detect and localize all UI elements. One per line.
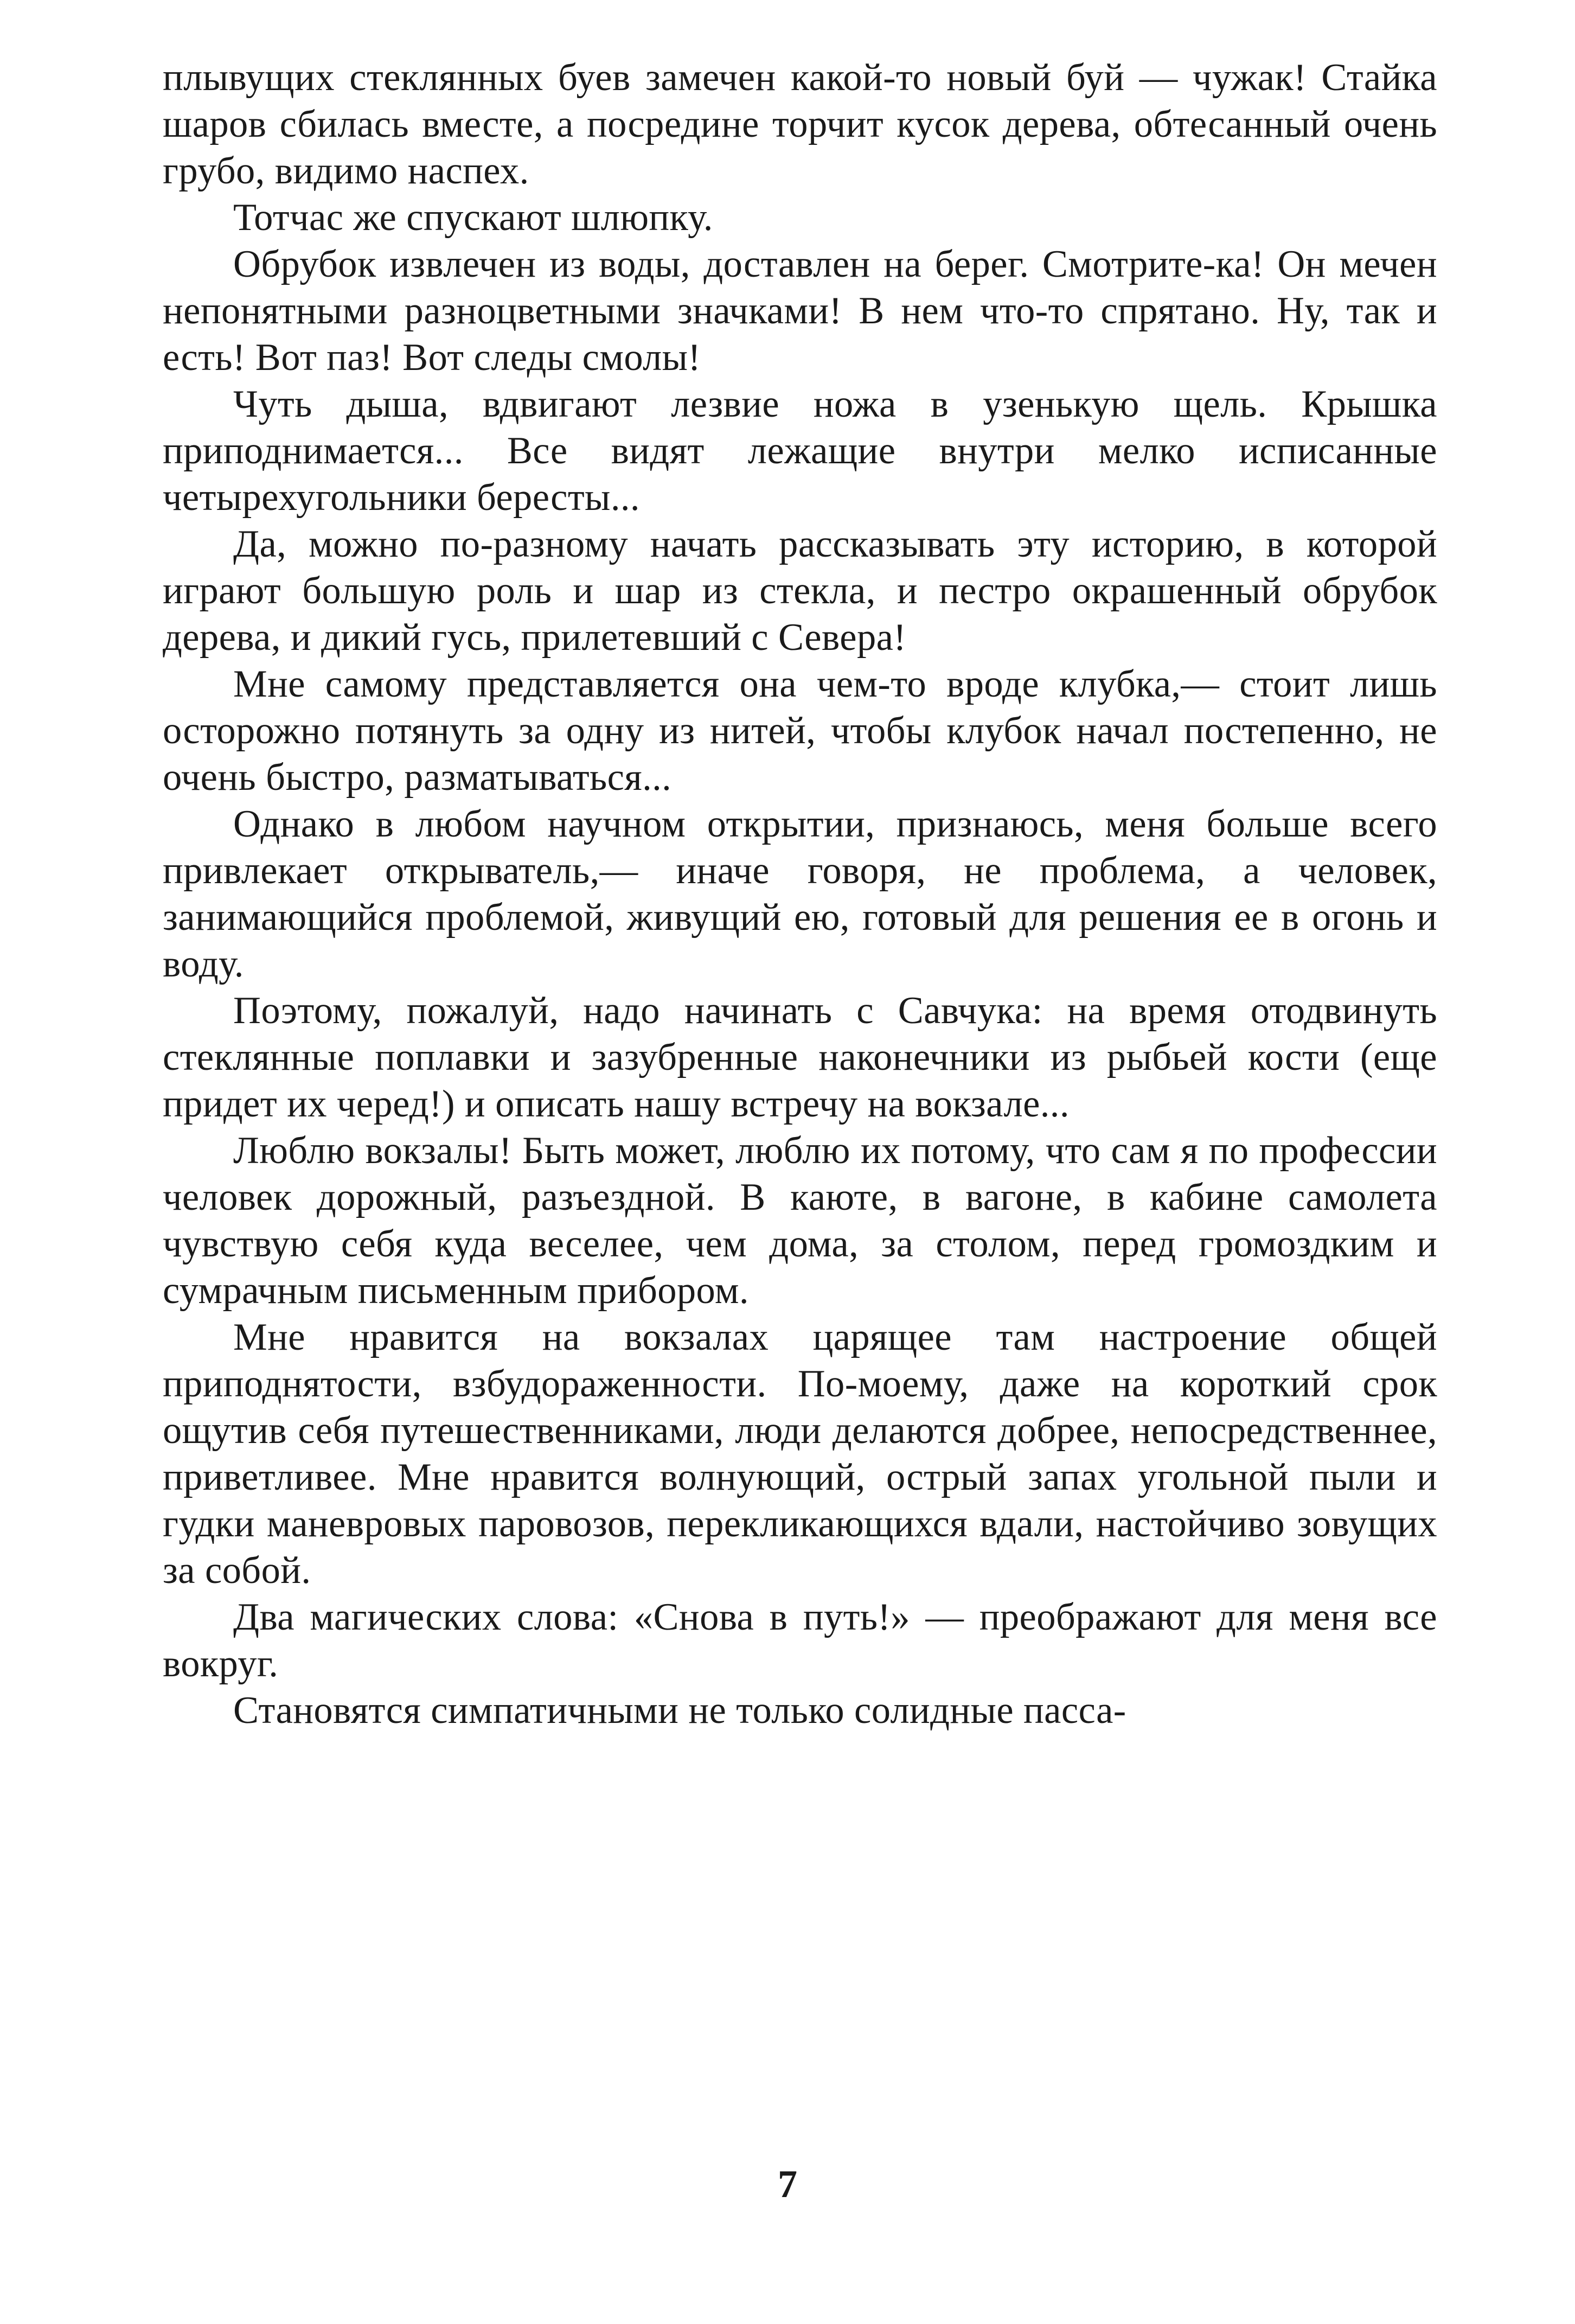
paragraph-3: Обрубок извлечен из воды, доставлен на берег. Смотрите-ка! Он мечен непонятными разноцветными значками! В нем что-то спрятано. Ну, так и есть! Вот паз! Вот следы смолы!: [163, 243, 1437, 379]
paragraph-2: Тотчас же спускают шлюпку.: [233, 196, 713, 239]
page-number: 7: [778, 2162, 797, 2206]
paragraph-8: Поэтому, пожалуй, надо начинать с Савчука: на время отодвинуть стеклянные поплавки и зазубренные наконечники из рыбьей кости (еще придет их черед!) и описать нашу встречу на вокзале...: [163, 989, 1437, 1125]
paragraph-1: плывущих стеклянных буев замечен какой-то новый буй — чужак! Стайка шаров сбилась вместе, а посредине торчит кусок дерева, обтесанный очень грубо, видимо наспех.: [163, 56, 1437, 192]
paragraph-12: Становятся симпатичными не только солидные пасса-: [233, 1689, 1126, 1732]
paragraph-6: Мне самому представляется она чем-то вроде клубка,— стоит лишь осторожно потянуть за одну из нитей, чтобы клубок начал постепенно, не очень быстро, разматываться...: [163, 663, 1437, 799]
paragraph-4: Чуть дыша, вдвигают лезвие ножа в узенькую щель. Крышка приподнимается... Все видят лежащие внутри мелко исписанные четырехугольники бересты...: [163, 383, 1437, 519]
body-text: [163, 54, 1437, 1734]
paragraph-9: Люблю вокзалы! Быть может, люблю их потому, что сам я по профессии человек дорожный, разъездной. В каюте, в вагоне, в кабине самолета чувствую себя куда веселее, чем дома, за столом, перед громоздким и сумрачным письменным прибором.: [163, 1129, 1437, 1312]
paragraph-7: Однако в любом научном открытии, признаюсь, меня больше всего привлекает открыватель,— иначе говоря, не проблема, а человек, занимающийся проблемой, живущий ею, готовый для решения ее в огонь и воду.: [163, 803, 1437, 985]
paragraph-11: Два магических слова: «Снова в путь!» — преображают для меня все вокруг.: [163, 1596, 1437, 1685]
paragraph-10: Мне нравится на вокзалах царящее там настроение общей приподнятости, взбудораженности. По-моему, даже на короткий срок ощутив себя путешественниками, люди делаются добрее, непосредственнее, приветливее. Мне нравится волнующий, острый запах угольной пыли и гудки маневровых паровозов, перекликающихся вдали, настойчиво зовущих за собой.: [163, 1316, 1437, 1592]
paragraph-5: Да, можно по-разному начать рассказывать эту историю, в которой играют большую роль и шар из стекла, и пестро окрашенный обрубок дерева, и дикий гусь, прилетевший с Севера!: [163, 523, 1437, 659]
